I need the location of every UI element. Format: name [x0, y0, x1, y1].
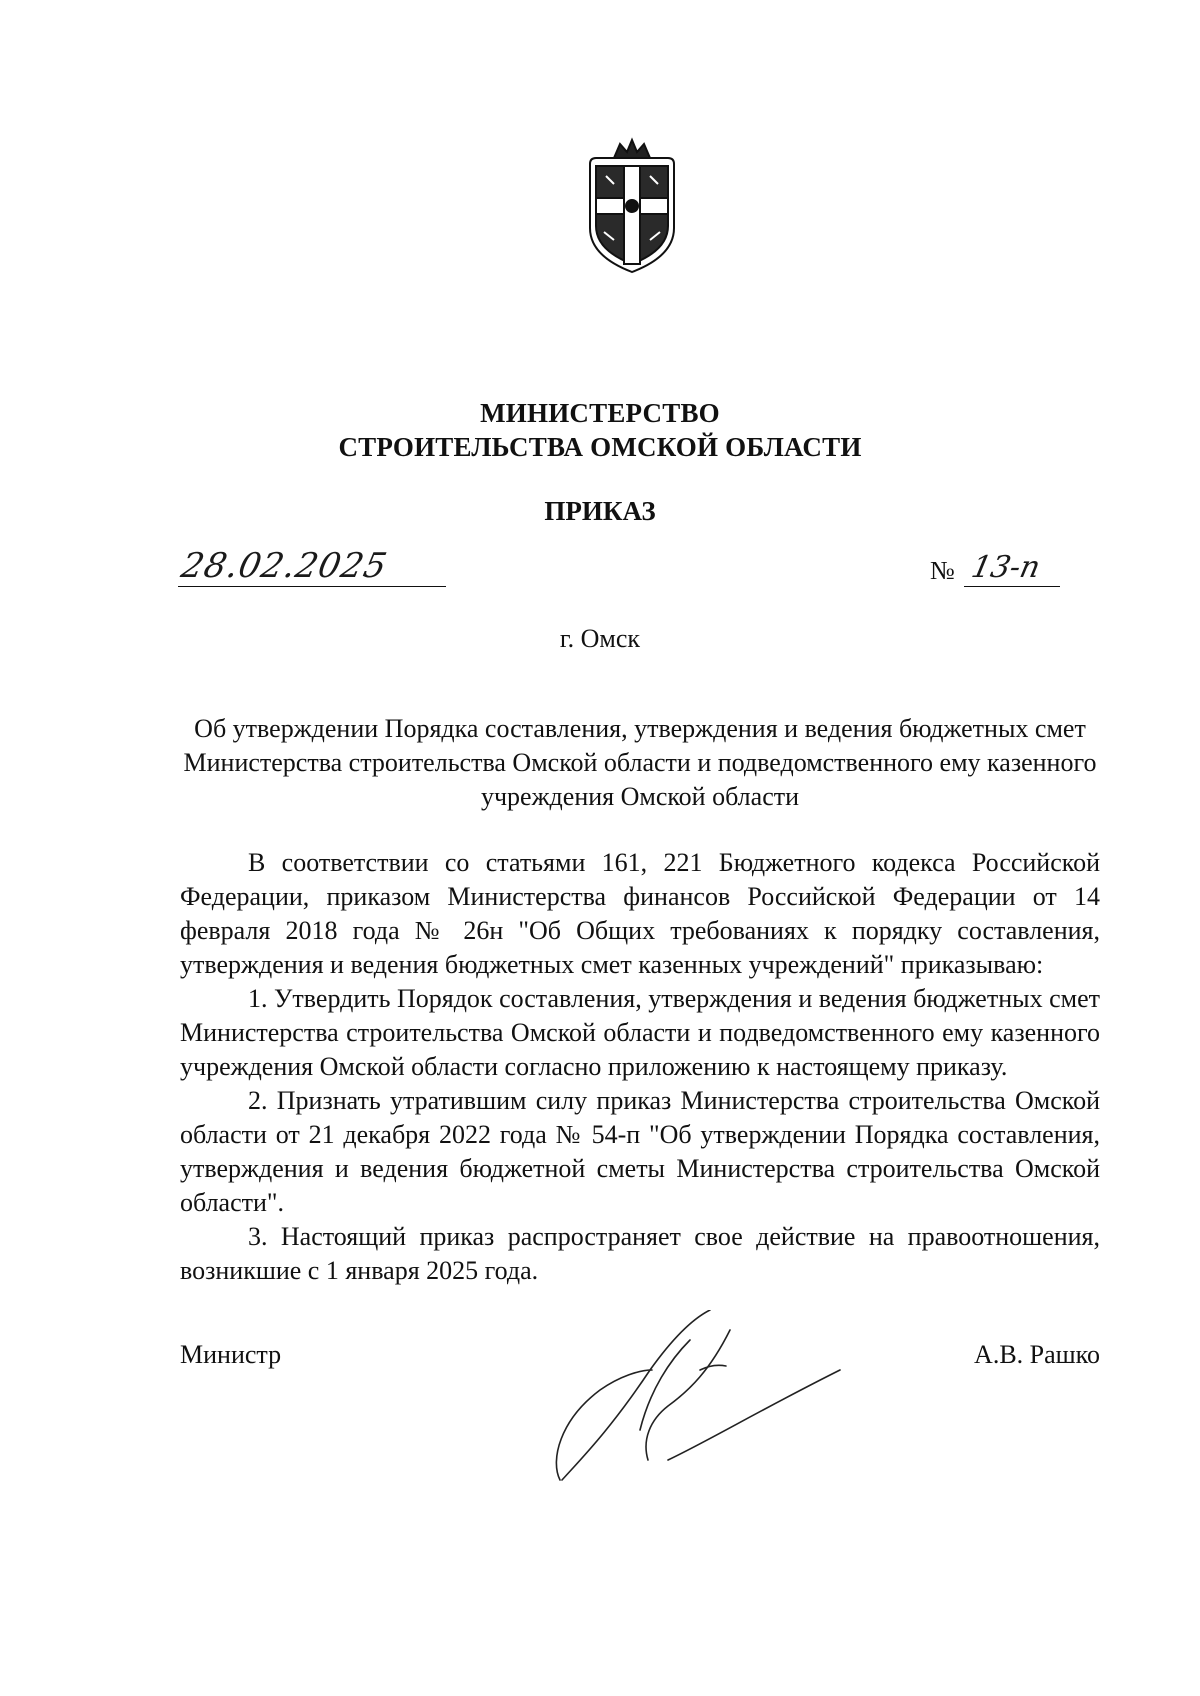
city: г. Омск [559, 624, 641, 653]
date-underline [178, 586, 446, 587]
signer-position: Министр [180, 1340, 282, 1369]
item-1-paragraph: 1. Утвердить Порядок составления, утверждения и ведения бюджетных смет Министерства строительства Омской области и подведомственного ему казенного учреждения Омской области согласно приложению к настоящему приказу. [180, 984, 1100, 1081]
number-sign: № [930, 556, 955, 585]
handwritten-signature [540, 1310, 860, 1510]
handwritten-date: 28.02.2025 [177, 546, 391, 586]
org-name-line2: СТРОИТЕЛЬСТВА ОМСКОЙ ОБЛАСТИ [338, 432, 862, 462]
item-3-paragraph: 3. Настоящий приказ распространяет свое действие на правоотношения, возникшие с 1 января 2025 года. [180, 1222, 1100, 1285]
signer-name: А.В. Рашко [974, 1340, 1100, 1369]
order-subject: Об утверждении Порядка составления, утверждения и ведения бюджетных смет Министерства строительства Омской области и подведомственного ему казенного учреждения Омской области [183, 714, 1097, 811]
number-underline [964, 586, 1060, 587]
item-2-paragraph: 2. Признать утратившим силу приказ Министерства строительства Омской области от 21 декабря 2022 года № 54-п "Об утверждении Порядка составления, утверждения и ведения бюджетной сметы Министерства строительства Омской области". [180, 1086, 1100, 1217]
document-type: ПРИКАЗ [544, 496, 656, 526]
org-name-line1: МИНИСТЕРСТВО [480, 398, 720, 428]
handwritten-number: 13-п [968, 550, 1044, 585]
order-body [180, 846, 1100, 1288]
preamble-paragraph: В соответствии со статьями 161, 221 Бюджетного кодекса Российской Федерации, приказом Министерства финансов Российской Федерации от 14 февраля 2018 года № 26н "Об Общих требованиях к порядку составления, утверждения и ведения бюджетных смет казенных учреждений" приказываю: [180, 848, 1100, 979]
coat-of-arms-emblem [580, 136, 684, 276]
